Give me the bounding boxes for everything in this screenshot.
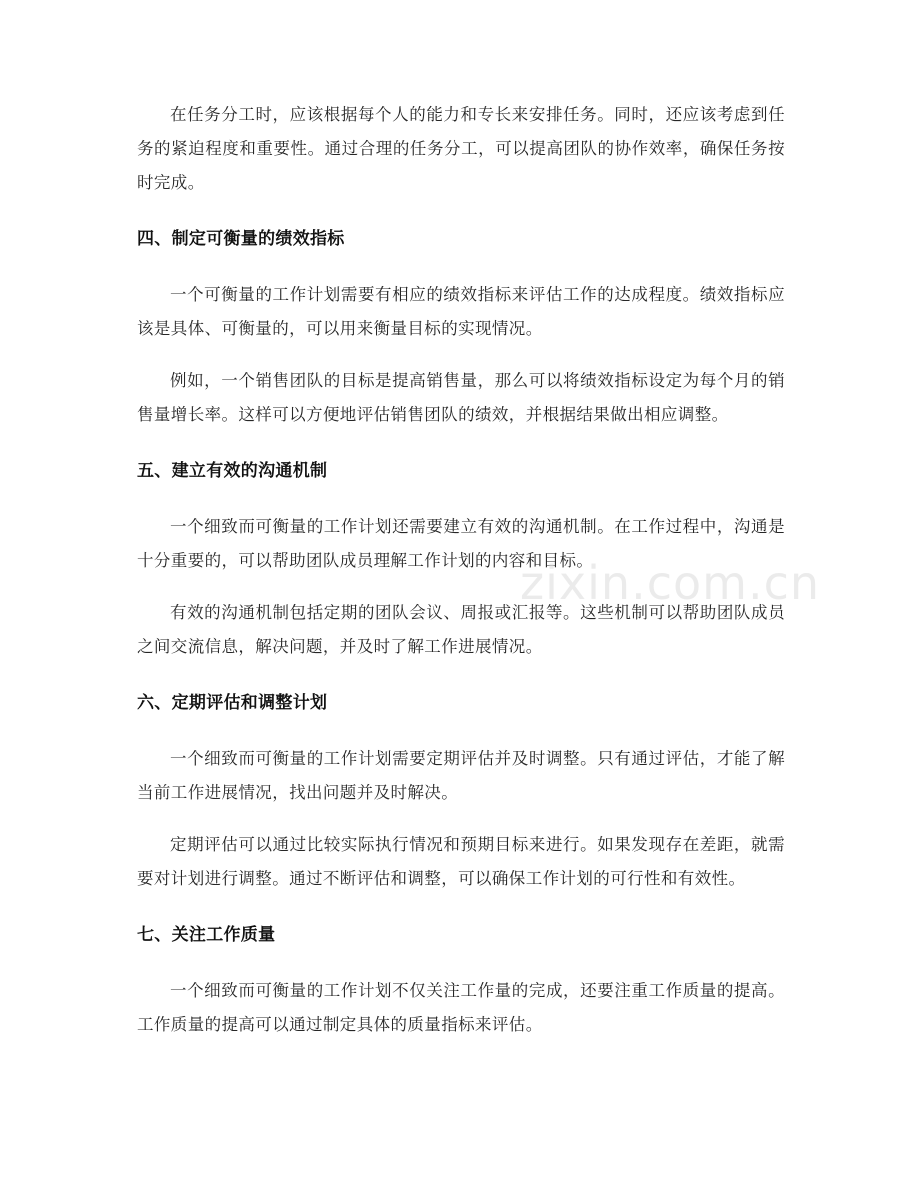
paragraph-performance-indicators: 一个可衡量的工作计划需要有相应的绩效指标来评估工作的达成程度。绩效指标应该是具体、可衡量的，可以用来衡量目标的实现情况。 bbox=[137, 285, 785, 338]
section-heading-6: 六、定期评估和调整计划 bbox=[137, 693, 328, 713]
section-heading-5: 五、建立有效的沟通机制 bbox=[137, 461, 328, 481]
paragraph-sales-example: 例如，一个销售团队的目标是提高销售量，那么可以将绩效指标设定为每个月的销售量增长率。这样可以方便地评估销售团队的绩效，并根据结果做出相应调整。 bbox=[137, 371, 785, 424]
paragraph-communication: 一个细致而可衡量的工作计划还需要建立有效的沟通机制。在工作过程中，沟通是十分重要的，可以帮助团队成员理解工作计划的内容和目标。 bbox=[137, 517, 785, 570]
paragraph-regular-evaluation: 一个细致而可衡量的工作计划需要定期评估并及时调整。只有通过评估，才能了解当前工作进展情况，找出问题并及时解决。 bbox=[137, 749, 785, 802]
watermark: zixin.com.cn bbox=[520, 556, 821, 610]
paragraph-evaluation-method: 定期评估可以通过比较实际执行情况和预期目标来进行。如果发现存在差距，就需要对计划进行调整。通过不断评估和调整，可以确保工作计划的可行性和有效性。 bbox=[137, 835, 785, 888]
section-heading-4: 四、制定可衡量的绩效指标 bbox=[137, 229, 345, 249]
section-heading-7: 七、关注工作质量 bbox=[137, 925, 276, 945]
paragraph-communication-mechanisms: 有效的沟通机制包括定期的团队会议、周报或汇报等。这些机制可以帮助团队成员之间交流信息，解决问题，并及时了解工作进展情况。 bbox=[137, 603, 785, 656]
paragraph-task-division: 在任务分工时，应该根据每个人的能力和专长来安排任务。同时，还应该考虑到任务的紧迫程度和重要性。通过合理的任务分工，可以提高团队的协作效率，确保任务按时完成。 bbox=[137, 105, 785, 192]
paragraph-work-quality: 一个细致而可衡量的工作计划不仅关注工作量的完成，还要注重工作质量的提高。工作质量的提高可以通过制定具体的质量指标来评估。 bbox=[137, 981, 785, 1034]
